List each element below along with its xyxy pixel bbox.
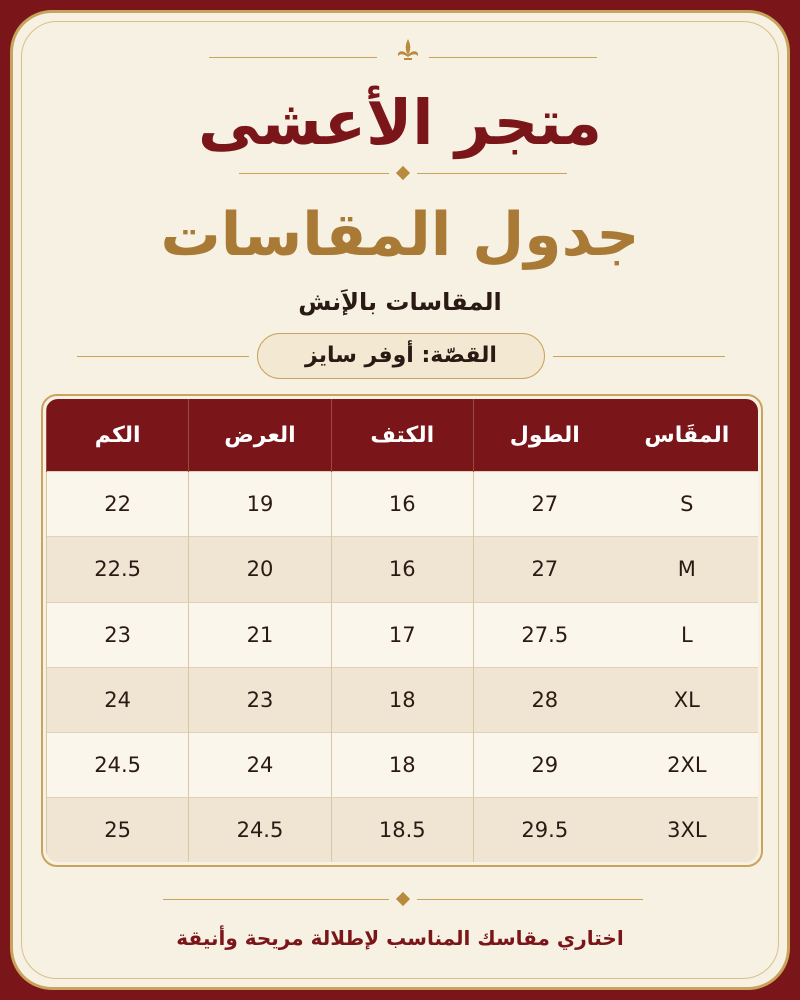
cell-length: 27 xyxy=(473,472,615,537)
cell-size: XL xyxy=(616,667,758,732)
size-table-frame xyxy=(41,394,763,867)
cell-width: 20 xyxy=(189,537,331,602)
header-width: العرض xyxy=(189,399,331,472)
cell-length: 29.5 xyxy=(473,798,615,862)
cell-sleeve: 24 xyxy=(47,667,189,732)
cell-size: L xyxy=(616,602,758,667)
table-header-row xyxy=(47,399,759,472)
cell-shoulder: 16 xyxy=(331,537,473,602)
ornament-line xyxy=(239,173,389,174)
table-row xyxy=(47,537,759,602)
cell-width: 24.5 xyxy=(189,798,331,862)
cell-length: 28 xyxy=(473,667,615,732)
store-name: متجر الأعشى xyxy=(197,86,603,159)
cell-sleeve: 23 xyxy=(47,602,189,667)
cell-size: M xyxy=(616,537,758,602)
header-sleeve: الكم xyxy=(47,399,189,472)
footer-tagline: اختاري مقاسك المناسب لإطلالة مريحة وأنيقة xyxy=(176,926,624,950)
cell-sleeve: 22.5 xyxy=(47,537,189,602)
ornament-line xyxy=(417,173,567,174)
size-chart-card xyxy=(10,10,790,990)
cell-width: 19 xyxy=(189,472,331,537)
cell-sleeve: 22 xyxy=(47,472,189,537)
chart-title: جدول المقاسات xyxy=(160,200,640,270)
table-row xyxy=(47,602,759,667)
table-row xyxy=(47,733,759,798)
cell-size: S xyxy=(616,472,758,537)
size-table xyxy=(46,399,758,862)
cell-shoulder: 17 xyxy=(331,602,473,667)
units-note: المقاسات بالإَنش xyxy=(298,288,502,316)
cell-shoulder: 16 xyxy=(331,472,473,537)
fleur-de-lis-icon xyxy=(393,37,423,67)
ornament-line xyxy=(429,57,597,58)
header-length: الطول xyxy=(473,399,615,472)
cell-size: 2XL xyxy=(616,733,758,798)
cell-width: 21 xyxy=(189,602,331,667)
cell-length: 29 xyxy=(473,733,615,798)
ornament-line xyxy=(553,356,725,357)
table-row xyxy=(47,667,759,732)
cell-shoulder: 18 xyxy=(331,733,473,798)
cell-shoulder: 18 xyxy=(331,667,473,732)
cell-length: 27.5 xyxy=(473,602,615,667)
ornament-line xyxy=(209,57,377,58)
diamond-ornament-icon xyxy=(396,892,410,906)
diamond-ornament-icon xyxy=(396,166,410,180)
cell-sleeve: 24.5 xyxy=(47,733,189,798)
ornament-line xyxy=(77,356,249,357)
table-row xyxy=(47,472,759,537)
table-row xyxy=(47,798,759,862)
ornament-line xyxy=(417,899,643,900)
cell-width: 24 xyxy=(189,733,331,798)
cut-label: القصّة: أوفر سايز xyxy=(257,333,545,379)
header-size: المقَاس xyxy=(616,399,758,472)
cell-shoulder: 18.5 xyxy=(331,798,473,862)
cell-width: 23 xyxy=(189,667,331,732)
header-shoulder: الكتف xyxy=(331,399,473,472)
ornament-line xyxy=(163,899,389,900)
cell-size: 3XL xyxy=(616,798,758,862)
cell-length: 27 xyxy=(473,537,615,602)
cell-sleeve: 25 xyxy=(47,798,189,862)
